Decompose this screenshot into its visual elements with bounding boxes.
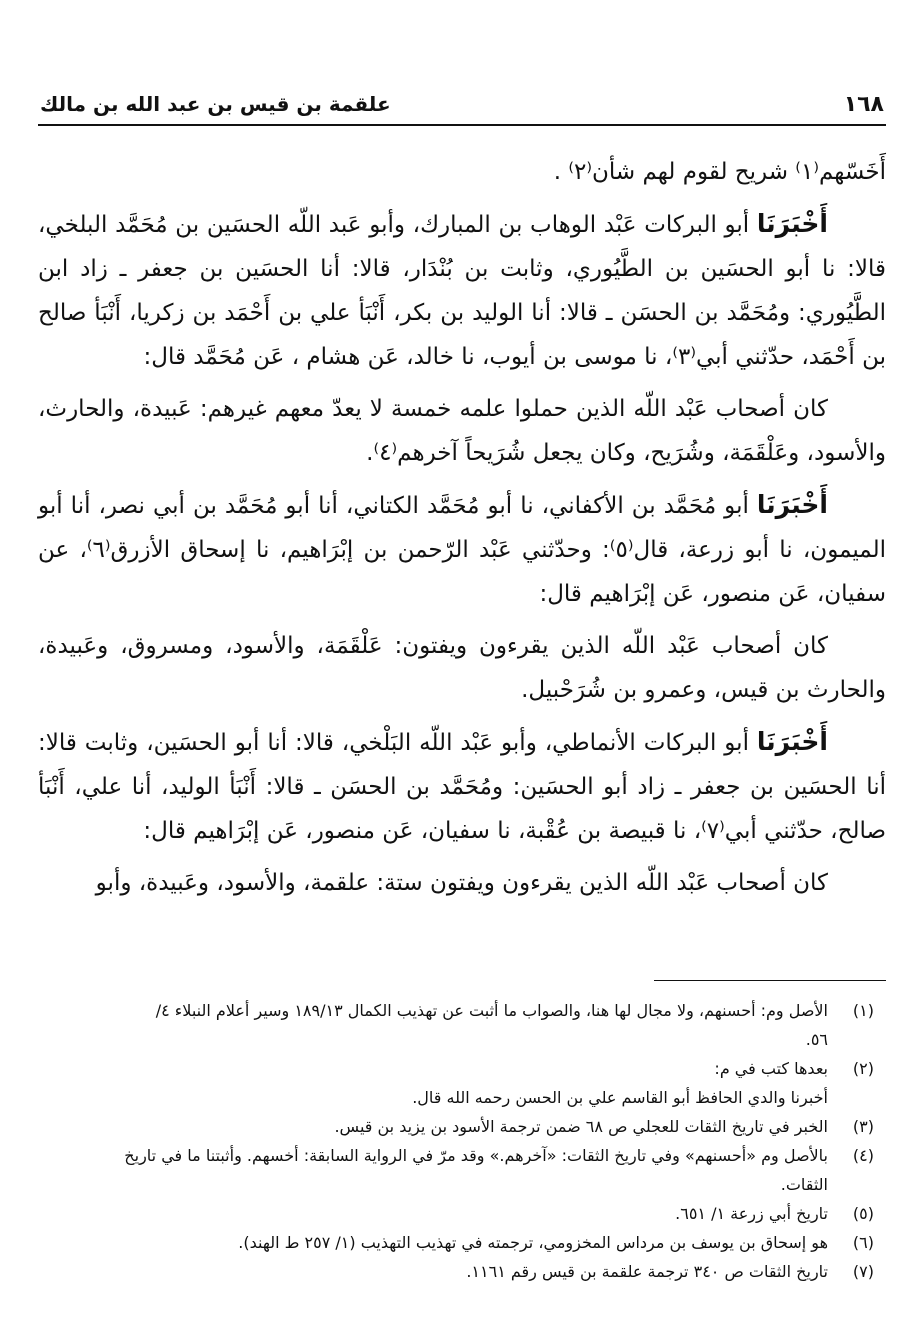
footnote-number: (٧) bbox=[852, 1262, 874, 1281]
paragraph bbox=[38, 861, 886, 905]
paragraph-text: كان أصحاب عَبْد اللّه الذين يقرءون ويفتون ستة: علقمة، والأسود، وعَبيدة، وأبو bbox=[95, 870, 828, 896]
footnote bbox=[40, 1112, 886, 1141]
paragraph-text: أبو مُحَمَّد بن الأكفاني، نا أبو مُحَمَّد الكتاني، أنا أبو مُحَمَّد بن أبي نصر، أنا أبو الميمون، نا أبو زرعة، قال⁽٥⁾: وحدّثني عَبْد الرّحمن بن إبْرَاهيم، نا إسحاق الأزرق⁽٦⁾، عن سفيان، عَن منصور، عَن إبْرَاهيم قال: bbox=[38, 493, 887, 607]
footnote-separator bbox=[654, 980, 886, 981]
footnote-line: هو إسحاق بن يوسف بن مرداس المخزومي، ترجمته في تهذيب التهذيب (١/ ٢٥٧ ط الهند). bbox=[238, 1233, 828, 1252]
isnad-lead-word: أَخْبَرَنَا bbox=[756, 490, 828, 519]
footnote-number: (٣) bbox=[852, 1117, 874, 1136]
footnote bbox=[40, 996, 886, 1054]
footnote-line: بعدها كتب في م: bbox=[714, 1059, 828, 1078]
footnote-line: أخبرنا والدي الحافظ أبو القاسم علي بن الحسن رحمه الله قال. bbox=[412, 1088, 828, 1107]
footnote bbox=[40, 1228, 886, 1257]
paragraph bbox=[38, 483, 886, 616]
isnad-lead-word: أَخْبَرَنَا bbox=[756, 209, 828, 238]
footnote bbox=[40, 1141, 886, 1199]
running-title: علقمة بن قيس بن عبد الله بن مالك bbox=[40, 92, 391, 116]
paragraph-text: كان أصحاب عَبْد اللّه الذين يقرءون ويفتون: عَلْقَمَة، والأسود، ومسروق، وعَبيدة، والحارث بن قيس، وعمرو بن شُرَحْبيل. bbox=[38, 633, 886, 703]
main-text bbox=[38, 150, 886, 905]
footnote-number: (٦) bbox=[852, 1233, 874, 1252]
page-number: ١٦٨ bbox=[843, 92, 884, 117]
paragraph bbox=[38, 387, 886, 475]
footnote-line: تاريخ أبي زرعة ١/ ٦٥١. bbox=[675, 1204, 828, 1223]
footnote-line: بالأصل وم «أحسنهم» وفي تاريخ الثقات: «آخرهم.» وقد مرّ في الرواية السابقة: أخسهم. وأثبتنا ما في تاريخ bbox=[124, 1146, 828, 1165]
footnote bbox=[40, 1199, 886, 1228]
footnote bbox=[40, 1257, 886, 1286]
paragraph bbox=[38, 202, 886, 379]
footnote-number: (٤) bbox=[852, 1146, 874, 1165]
page-header bbox=[40, 92, 884, 118]
footnote-line: ٥٦. bbox=[805, 1030, 828, 1049]
footnotes bbox=[40, 996, 886, 1286]
paragraph-text: أبو البركات عَبْد الوهاب بن المبارك، وأبو عَبد اللّه الحسَين بن مُحَمَّد البلخي، قالا: نا أبو الحسَين بن الطَّيُوري، وثابت بن بُنْدَار، قالا: أنا الحسَين بن جعفر ـ زاد ابن الطَّيُوري: ومُحَمَّد بن الحسَن ـ قالا: أنا الوليد بن بكر، أَنْبَأ علي بن أَحْمَد بن زكريا، أَنْبَأ صالح بن أَحْمَد، حدّثني أبي⁽٣⁾، نا موسى بن أيوب، نا خالد، عَن هشام ، عَن مُحَمَّد قال: bbox=[38, 212, 886, 370]
footnote-line: تاريخ الثقات ص ٣٤٠ ترجمة علقمة بن قيس رقم ١١٦١. bbox=[466, 1262, 828, 1281]
footnote-number: (٢) bbox=[852, 1059, 874, 1078]
footnote-line: الخبر في تاريخ الثقات للعجلي ص ٦٨ ضمن ترجمة الأسود بن يزيد بن قيس. bbox=[334, 1117, 828, 1136]
paragraph-text: كان أصحاب عَبْد اللّه الذين حملوا علمه خمسة لا يعدّ معهم غيرهم: عَبيدة، والحارث، والأسود، وعَلْقَمَة، وشُرَيح، وكان يجعل شُرَيحاً آخرهم⁽٤⁾. bbox=[38, 396, 886, 466]
footnote-number: (١) bbox=[852, 1001, 874, 1020]
footnote-line: الثقات. bbox=[780, 1175, 828, 1194]
paragraph bbox=[38, 150, 886, 194]
footnote bbox=[40, 1054, 886, 1112]
footnote-number: (٥) bbox=[852, 1204, 874, 1223]
paragraph bbox=[38, 624, 886, 712]
paragraph-text: أبو البركات الأنماطي، وأبو عَبْد اللّه البَلْخي، قالا: أنا أبو الحسَين، وثابت قالا: أنا الحسَين بن جعفر ـ زاد أبو الحسَين: ومُحَمَّد بن الحسَن ـ قالا: أَنْبَأ الوليد، أنا علي، أَنْبَأ صالح، حدّثني أبي⁽٧⁾، نا قبيصة بن عُقْبة، نا سفيان، عَن منصور، عَن إبْرَاهيم قال: bbox=[38, 730, 886, 844]
paragraph bbox=[38, 720, 886, 853]
isnad-lead-word: أَخْبَرَنَا bbox=[756, 727, 828, 756]
header-rule bbox=[38, 124, 886, 126]
paragraph-text: أَخَسّهم⁽١⁾ شريح لقوم لهم شأن⁽٢⁾ . bbox=[553, 159, 886, 185]
footnote-line: الأصل وم: أحسنهم، ولا مجال لها هنا، والصواب ما أثبت عن تهذيب الكمال ١٨٩/١٣ وسير أعلام النبلاء ٤/ bbox=[155, 1001, 828, 1020]
